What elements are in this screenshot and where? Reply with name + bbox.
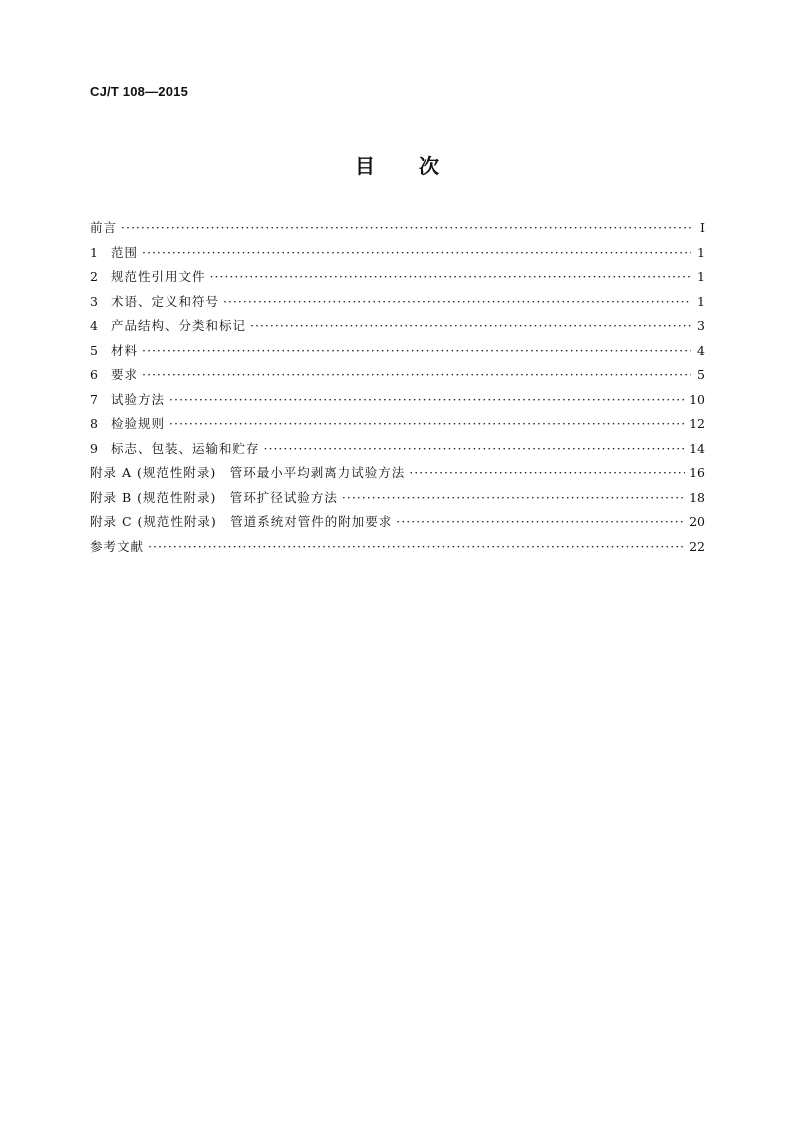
toc-entry-annex-a[interactable] <box>90 461 705 486</box>
toc-entry-label: 附录 B (规范性附录) 管环扩径试验方法 <box>90 489 338 505</box>
toc-entry-9[interactable] <box>90 437 705 462</box>
table-of-contents <box>90 216 705 559</box>
toc-entry-6[interactable] <box>90 363 705 388</box>
toc-entry-page: 1 <box>697 269 705 284</box>
toc-entry-number: 9 <box>90 440 98 456</box>
toc-entry-label: 产品结构、分类和标记 <box>111 318 247 333</box>
toc-entry-8[interactable] <box>90 412 705 437</box>
toc-entry-foreword[interactable] <box>90 216 705 241</box>
toc-entry-label: 术语、定义和符号 <box>111 293 220 309</box>
toc-entry-number: 5 <box>90 342 98 358</box>
toc-entry-page: 1 <box>697 293 705 309</box>
toc-leader-dots <box>264 437 686 462</box>
toc-entry-5[interactable] <box>90 339 705 364</box>
toc-entry-page: 20 <box>689 514 705 529</box>
toc-leader-dots <box>148 535 685 560</box>
toc-entry-page: 12 <box>689 416 705 431</box>
toc-entry-page: Ⅰ <box>700 220 705 235</box>
toc-entry-label: 标志、包装、运输和贮存 <box>111 440 260 456</box>
toc-entry-4[interactable] <box>90 314 705 339</box>
toc-entry-label: 附录 A (规范性附录) 管环最小平均剥离力试验方法 <box>90 465 406 480</box>
toc-entry-label: 材料 <box>111 342 139 358</box>
toc-leader-dots <box>169 388 685 413</box>
toc-leader-dots <box>396 510 685 535</box>
toc-leader-dots <box>342 486 685 511</box>
toc-entry-number: 8 <box>90 416 98 431</box>
toc-entry-label: 检验规则 <box>111 416 166 431</box>
toc-entry-page: 4 <box>697 342 705 358</box>
toc-entry-annex-b[interactable] <box>90 486 705 511</box>
toc-entry-annex-c[interactable] <box>90 510 705 535</box>
toc-entry-label: 前言 <box>90 220 118 235</box>
toc-entry-page: 14 <box>689 440 705 456</box>
toc-entry-7[interactable] <box>90 388 705 413</box>
toc-entry-label: 试验方法 <box>111 391 166 407</box>
toc-entry-page: 10 <box>689 391 705 407</box>
toc-entry-label: 参考文献 <box>90 538 145 554</box>
toc-entry-3[interactable] <box>90 290 705 315</box>
toc-entry-number: 3 <box>90 293 98 309</box>
toc-entry-label: 附录 C (规范性附录) 管道系统对管件的附加要求 <box>90 514 393 529</box>
toc-entry-label: 要求 <box>111 367 139 382</box>
toc-leader-dots <box>223 290 691 315</box>
toc-entry-bibliography[interactable] <box>90 535 705 560</box>
toc-entry-1[interactable] <box>90 241 705 266</box>
toc-leader-dots <box>142 339 691 364</box>
toc-entry-number: 7 <box>90 391 98 407</box>
document-code: CJ/T 108—2015 <box>90 84 188 99</box>
toc-entry-page: 5 <box>697 367 705 382</box>
toc-entry-page: 18 <box>689 489 705 505</box>
toc-entry-2[interactable] <box>90 265 705 290</box>
toc-entry-number: 6 <box>90 367 98 382</box>
toc-leader-dots <box>250 314 691 339</box>
toc-leader-dots <box>142 363 691 388</box>
toc-entry-label: 规范性引用文件 <box>111 269 206 284</box>
toc-entry-page: 1 <box>697 244 705 260</box>
toc-leader-dots <box>409 461 685 486</box>
toc-entry-page: 22 <box>689 538 705 554</box>
toc-leader-dots <box>169 412 685 437</box>
toc-entry-number: 4 <box>90 318 98 333</box>
toc-entry-number: 2 <box>90 269 98 284</box>
toc-entry-number: 1 <box>90 244 98 260</box>
toc-entry-label: 范围 <box>111 244 139 260</box>
toc-leader-dots <box>142 241 691 266</box>
toc-leader-dots <box>121 216 691 241</box>
toc-entry-page: 16 <box>689 465 705 480</box>
page-title: 目次 <box>355 154 483 178</box>
toc-leader-dots <box>210 265 691 290</box>
toc-entry-page: 3 <box>697 318 705 333</box>
